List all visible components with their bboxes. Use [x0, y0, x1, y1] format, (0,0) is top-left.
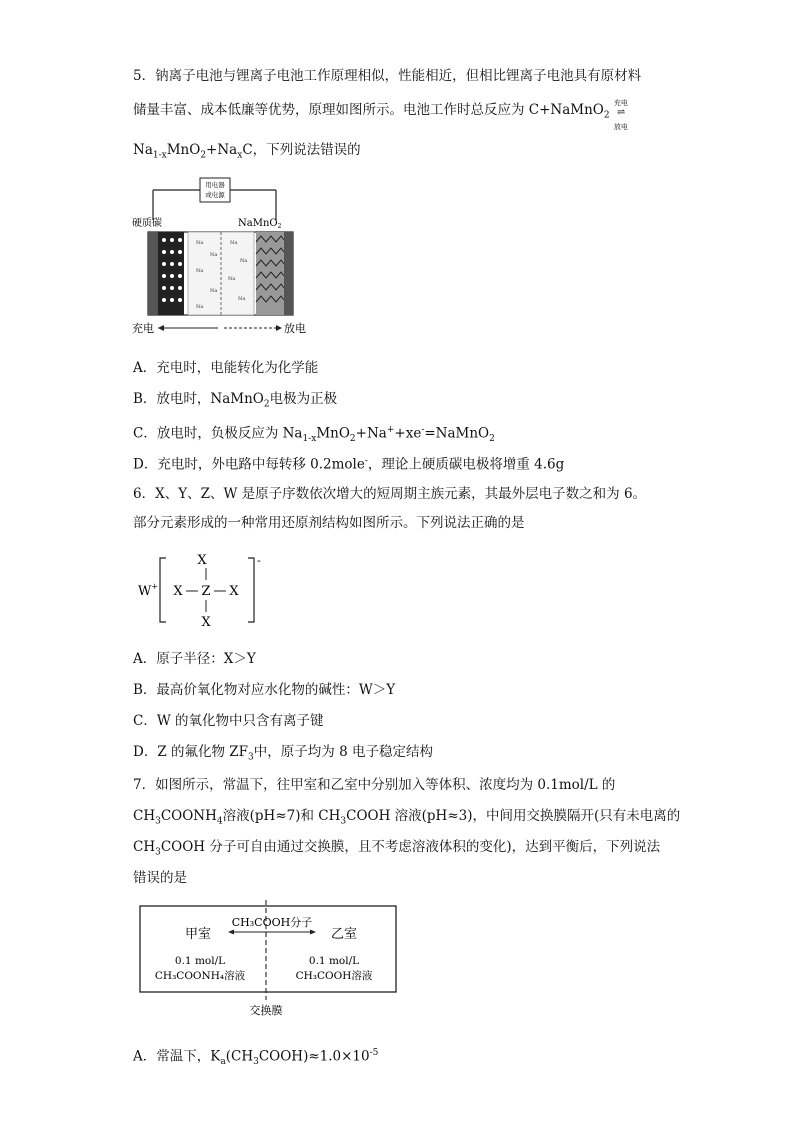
svg-text:Na: Na: [196, 240, 204, 246]
q7-option-a: A．常温下，$K_a(CH_3COOH)\approx 1.0\times 10^{-5}$: [133, 1048, 379, 1068]
q5-line-3: $Na_{1-x}MnO_2+Na_xC$，下列说法错误的: [133, 142, 361, 161]
svg-text:Na: Na: [196, 268, 204, 274]
membrane-label: 交换膜: [249, 1004, 283, 1017]
q7-line-4: 错误的是: [133, 870, 187, 886]
q5-option-c: C．放电时，负极反应为 $Na_{1-x}MnO_2+Na^++xe^-=NaMnO_2$: [133, 425, 495, 445]
svg-text:X: X: [197, 553, 207, 568]
q5-line-1: 5．钠离子电池与锂离子电池工作原理相似，性能相近，但相比锂离子电池具有原材料: [133, 68, 642, 84]
q5-line-2: 储量丰富、成本低廉等优势，原理如图所示。电池工作时总反应为 C+NaMnO$_2$ 充电 ⇌ 放电: [133, 101, 630, 125]
q7-line-1: 7．如图所示，常温下，往甲室和乙室中分别加入等体积、浓度均为 0.1mol/L 的: [133, 777, 616, 793]
discharge-direction-label: 放电: [284, 322, 306, 335]
left-collector: [148, 232, 158, 315]
q7-line-2: $CH_3COONH_4$溶液(pH≈7)和 $CH_3COOH$ 溶液(pH≈3)，中间用交换膜隔开(只有未电离的: [133, 808, 681, 827]
chamber-b-solution: CH₃COOH溶液: [295, 970, 373, 982]
q5-option-a: A．充电时，电能转化为化学能: [133, 360, 319, 376]
hard-carbon-electrode: [158, 232, 184, 315]
svg-text:Na: Na: [240, 258, 248, 264]
svg-text:Na: Na: [210, 252, 218, 258]
svg-text:Na: Na: [228, 276, 236, 282]
svg-text:Na: Na: [230, 240, 238, 246]
svg-text:0.1 mol/L: 0.1 mol/L: [308, 955, 360, 967]
chamber-a-label: 甲室: [184, 927, 212, 942]
q6-line-1: 6．X、Y、Z、W 是原子序数依次增大的短周期主族元素，其最外层电子数之和为 6。: [133, 486, 647, 502]
left-bracket: [160, 558, 166, 622]
central-atom-z: Z: [201, 584, 211, 599]
right-collector: [284, 232, 293, 315]
cation-w: W+: [138, 582, 159, 599]
q6-option-c: C．W 的氧化物中只含有离子键: [133, 713, 324, 729]
q7-line-3: $CH_3COOH$ 分子可自由通过交换膜，且不考虑溶液体积的变化)，达到平衡后，下列说法: [133, 839, 661, 858]
svg-text:Na: Na: [238, 296, 246, 302]
anion-charge: -: [257, 554, 261, 567]
svg-text:X: X: [173, 584, 183, 599]
device-box-bottom: 或电源: [205, 191, 225, 199]
hard-carbon-label: 硬质碳: [132, 218, 162, 229]
q6-option-a: A．原子半径：X＞Y: [133, 651, 256, 667]
molecule-label: CH₃COOH分子: [231, 916, 313, 929]
reductant-structure: [130, 548, 270, 632]
discharge-label: 放电: [613, 122, 628, 131]
namno2-label: NaMnO$_2$: [238, 218, 282, 230]
q6-option-b: B．最高价氧化物对应水化物的碱性：W＞Y: [133, 682, 396, 698]
charge-direction-label: 充电: [132, 322, 154, 335]
charge-label: 充电: [613, 98, 628, 107]
exchange-membrane-figure: [138, 900, 400, 1020]
q6-line-2: 部分元素形成的一种常用还原剂结构如图所示。下列说法正确的是: [133, 515, 525, 531]
svg-text:Na: Na: [196, 304, 204, 310]
svg-text:X: X: [201, 615, 211, 630]
chamber-b-label: 乙室: [330, 927, 358, 942]
q5-option-d: D．充电时，外电路中每转移 0.2mole-，理论上硬质碳电极将增重 4.6g: [133, 456, 565, 473]
battery-figure: [130, 172, 310, 337]
svg-text:0.1 mol/L: 0.1 mol/L: [174, 955, 226, 967]
right-bracket: [248, 558, 254, 622]
equilibrium-arrow-icon: ⇌: [616, 106, 626, 118]
svg-text:Na: Na: [210, 288, 218, 294]
chamber-a-solution: CH₃COONH₄溶液: [154, 970, 246, 982]
svg-text:X: X: [229, 584, 239, 599]
q6-option-d: D．Z 的氟化物 $ZF_3$中，原子均为 8 电子稳定结构: [133, 744, 433, 763]
device-box-top: 用电器: [205, 181, 225, 189]
q5-option-b: B．放电时，NaMnO$_2$电极为正极: [133, 391, 338, 410]
